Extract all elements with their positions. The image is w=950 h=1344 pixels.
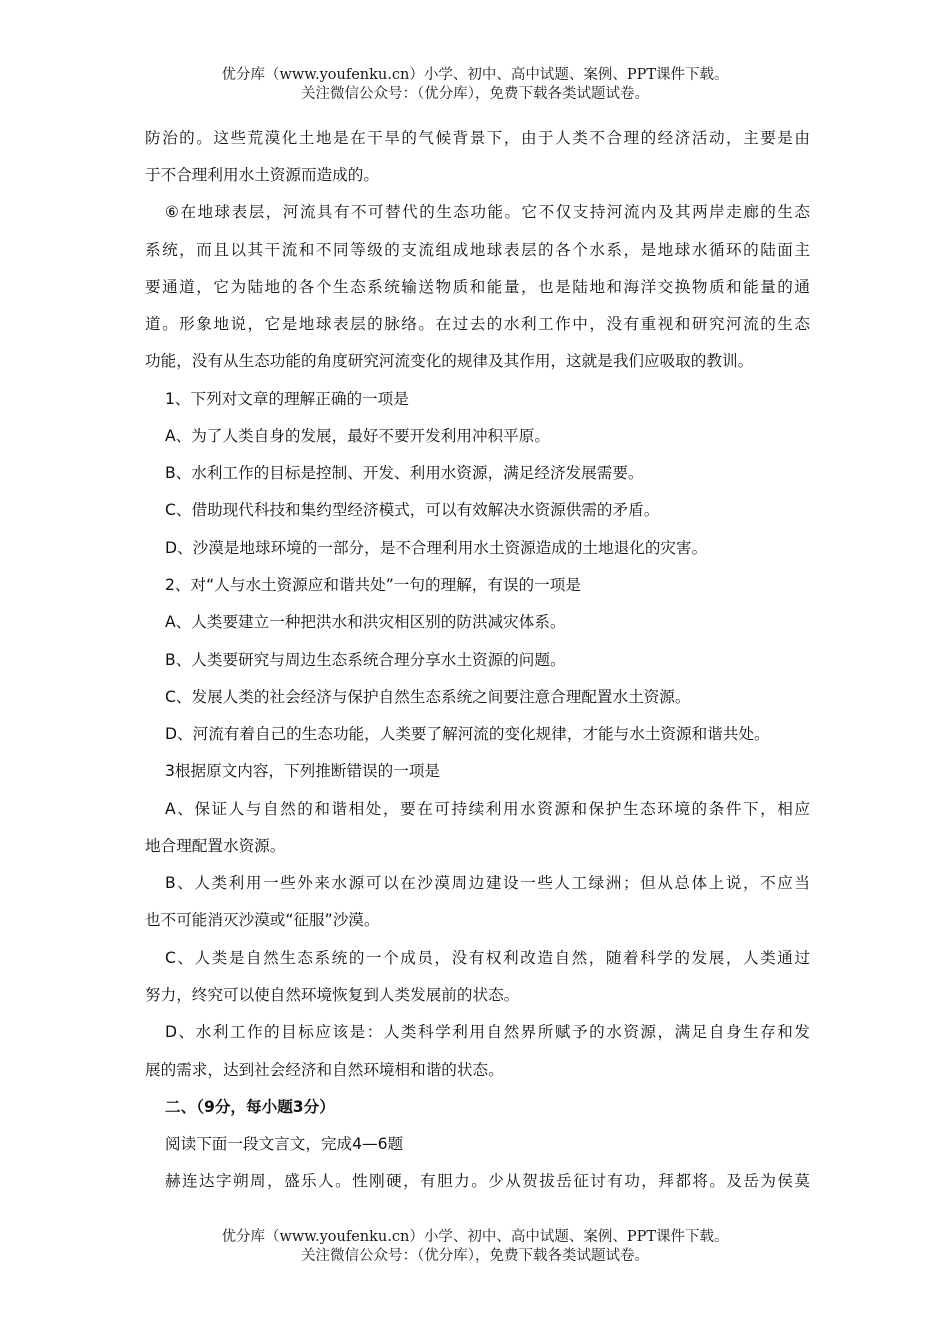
question-2: 2、对“人与水土资源应和谐共处”一句的理解，有误的一项是: [165, 576, 581, 594]
footer-line-1: 优分库（www.youfenku.cn）小学、初中、高中试题、案例、PPT课件下载。: [221, 1229, 729, 1245]
q1-option-d: D、沙漠是地球环境的一部分，是不合理利用水土资源造成的土地退化的灾害。: [165, 539, 708, 557]
q2-option-a: A、人类要建立一种把洪水和洪灾相区别的防洪减灾体系。: [165, 613, 566, 631]
q1-option-a: A、为了人类自身的发展，最好不要开发利用冲积平原。: [165, 427, 550, 445]
body-line: ⑥在地球表层，河流具有不可替代的生态功能。它不仅支持河流内及其两岸走廊的生态: [165, 203, 810, 221]
q3-option-d-cont: 展的需求，达到社会经济和自然环境相和谐的状态。: [145, 1061, 504, 1079]
header-line-2: 关注微信公众号：（优分库），免费下载各类试题试卷。: [301, 86, 649, 102]
header-line-1: 优分库（www.youfenku.cn）小学、初中、高中试题、案例、PPT课件下载。: [221, 67, 729, 83]
q3-option-c-cont: 努力，终究可以使自然环境恢复到人类发展前的状态。: [145, 986, 520, 1004]
q3-option-a: A、保证人与自然的和谐相处，要在可持续利用水资源和保护生态环境的条件下，相应: [165, 800, 810, 818]
body-line: 防治的。这些荒漠化土地是在干旱的气候背景下，由于人类不合理的经济活动，主要是由: [145, 129, 810, 147]
question-3: 3根据原文内容，下列推断错误的一项是: [165, 762, 441, 780]
q1-option-c: C、借助现代科技和集约型经济模式，可以有效解决水资源供需的矛盾。: [165, 501, 660, 519]
body-line: 于不合理利用水土资源而造成的。: [145, 166, 379, 184]
q3-option-b: B、人类利用一些外来水源可以在沙漠周边建设一些人工绿洲；但从总体上说，不应当: [165, 874, 810, 892]
question-1: 1、下列对文章的理解正确的一项是: [165, 390, 409, 408]
q2-option-b: B、人类要研究与周边生态系统合理分享水土资源的问题。: [165, 651, 566, 669]
footer-line-2: 关注微信公众号：（优分库），免费下载各类试题试卷。: [301, 1248, 649, 1264]
page-footer: [0, 1228, 950, 1266]
body-line: 功能，没有从生态功能的角度研究河流变化的规律及其作用，这就是我们应吸取的教训。: [145, 352, 754, 370]
body-line: 要通道，它为陆地的各个生态系统输送物质和能量，也是陆地和海洋交换物质和能量的通: [145, 278, 810, 296]
page-header: [0, 66, 950, 104]
section-instruction: 阅读下面一段文言文，完成4—6题: [165, 1135, 404, 1153]
q3-option-d: D、水利工作的目标应该是：人类科学利用自然界所赋予的水资源，满足自身生存和发: [165, 1023, 810, 1041]
body-line: 系统，而且以其干流和不同等级的支流组成地球表层的各个水系，是地球水循环的陆面主: [145, 241, 810, 259]
classical-text-line: 赫连达字朔周，盛乐人。性刚硬，有胆力。少从贺拔岳征讨有功，拜都将。及岳为侯莫: [165, 1172, 810, 1190]
body-line: 道。形象地说，它是地球表层的脉络。在过去的水利工作中，没有重视和研究河流的生态: [145, 315, 810, 333]
section-heading: 二、（9分，每小题3分）: [165, 1098, 335, 1116]
q3-option-c: C、人类是自然生态系统的一个成员，没有权利改造自然，随着科学的发展，人类通过: [165, 949, 810, 967]
q1-option-b: B、水利工作的目标是控制、开发、利用水资源，满足经济发展需要。: [165, 464, 644, 482]
q2-option-d: D、河流有着自己的生态功能，人类要了解河流的变化规律，才能与水土资源和谐共处。: [165, 725, 770, 743]
q3-option-a-cont: 地合理配置水资源。: [145, 837, 286, 855]
q3-option-b-cont: 也不可能消灭沙漠或“征服”沙漠。: [145, 911, 380, 929]
q2-option-c: C、发展人类的社会经济与保护自然生态系统之间要注意合理配置水土资源。: [165, 688, 691, 706]
